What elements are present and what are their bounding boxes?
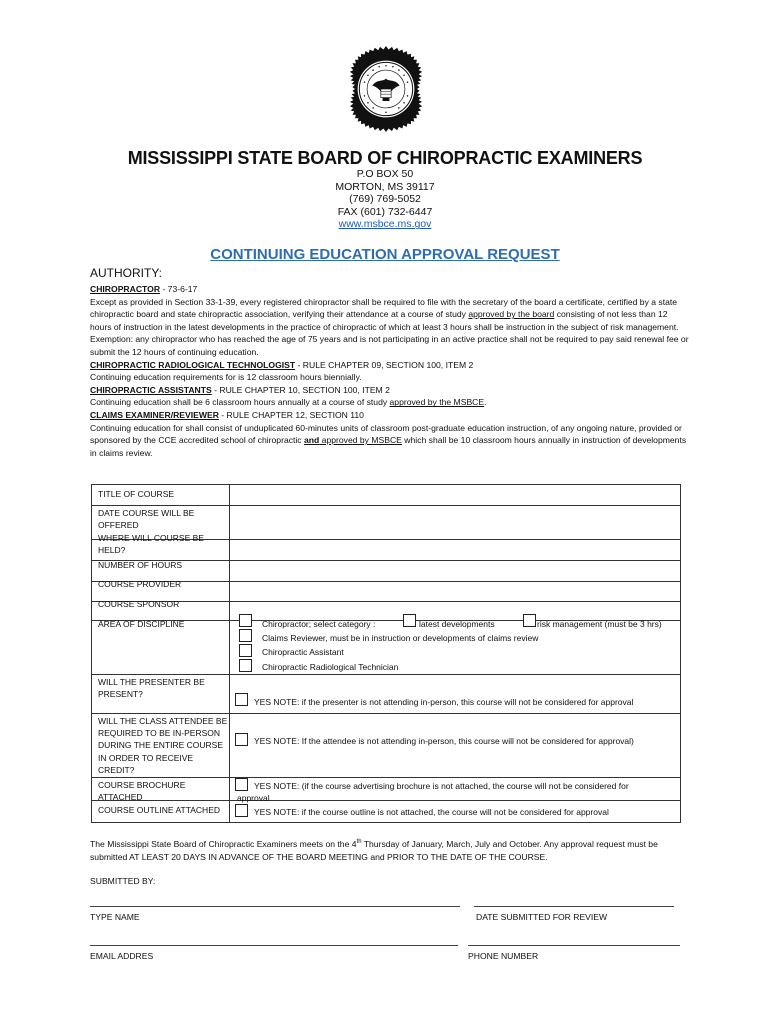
date-submitted-label: DATE SUBMITTED FOR REVIEW [476, 912, 608, 922]
number-of-hours-field[interactable] [231, 540, 679, 559]
date-offered-label: DATE COURSE WILL BE OFFERED [98, 508, 195, 531]
claims-reviewer-label: Claims Reviewer, must be in instruction or developments of claims review [262, 633, 539, 643]
course-provider-field[interactable] [231, 561, 679, 580]
chiropractor-line [90, 283, 690, 296]
board-title: MISSISSIPPI STATE BOARD OF CHIROPRACTIC EXAMINERS [127, 148, 643, 168]
risk-management-checkbox[interactable] [523, 614, 536, 627]
state-seal-icon [343, 46, 429, 132]
brochure-question-label: COURSE BROCHURE ATTACHED [98, 780, 186, 803]
website-link[interactable]: www.msbce.ms.gov [338, 218, 432, 231]
claims-text-and: and [304, 435, 320, 446]
meeting-note-part1: The Mississippi State Board of Chiropractic Examiners meets on the 4 [90, 838, 357, 849]
authority-text [90, 283, 690, 459]
meeting-note-sup: th [356, 839, 362, 845]
brochure-yes-checkbox[interactable] [235, 778, 248, 791]
claims-label: CLAIMS EXAMINER/REVIEWER [90, 409, 219, 420]
number-of-hours-label: NUMBER OF HOURS [98, 560, 183, 570]
assist-text-underlined: approved by the MSBCE [389, 397, 485, 408]
risk-management-label: risk management (must be 3 hrs) [537, 619, 662, 629]
course-sponsor-label: COURSE SPONSOR [98, 599, 180, 609]
phone-line[interactable] [468, 945, 680, 946]
radiological-technician-checkbox[interactable] [239, 659, 252, 672]
presenter-question-label: WILL THE PRESENTER BE PRESENT? [98, 677, 205, 700]
chiropractor-paragraph [90, 296, 690, 334]
course-provider-label: COURSE PROVIDER [98, 579, 182, 589]
date-where-field[interactable] [231, 506, 679, 538]
meeting-note [90, 836, 690, 864]
address-block [0, 168, 770, 231]
type-name-label: TYPE NAME [90, 912, 140, 922]
email-line[interactable] [90, 945, 458, 946]
latest-developments-checkbox[interactable] [403, 614, 416, 627]
chiro-text-underlined: approved by the board [468, 309, 555, 320]
assistants-ref: - RULE CHAPTER 10, SECTION 100, ITEM 2 [211, 384, 390, 395]
radtech-ref: - RULE CHAPTER 09, SECTION 100, ITEM 2 [295, 359, 474, 370]
phone-label: PHONE NUMBER [468, 951, 539, 961]
chiropractor-option-label: Chiropractor; select category : [262, 619, 376, 629]
claims-paragraph [90, 422, 690, 460]
claims-reviewer-checkbox[interactable] [239, 629, 252, 642]
course-sponsor-field[interactable] [231, 582, 679, 600]
assistants-paragraph [90, 396, 690, 409]
date-submitted-line[interactable] [474, 906, 674, 907]
exemption-paragraph: Exemption: any chiropractor who has reached the age of 75 years and is not participating in an active practice shall not be required to pay said renewal fee or submit the 12 hours of continuing education. [90, 334, 689, 357]
form-title: CONTINUING EDUCATION APPROVAL REQUEST [210, 246, 560, 263]
radtech-label: CHIROPRACTIC RADIOLOGICAL TECHNOLOGIST [90, 359, 296, 370]
claims-text-2: which shall be 10 classroom hours annually in instruction of developments in claims review. [90, 435, 687, 458]
title-of-course-label: TITLE OF COURSE [98, 489, 175, 499]
chiropractic-assistant-checkbox[interactable] [239, 644, 252, 657]
assistants-label: CHIROPRACTIC ASSISTANTS [90, 384, 212, 395]
submitted-by-label: SUBMITTED BY: [90, 876, 156, 886]
attendee-note: YES NOTE: If the attendee is not attending in-person, this course will not be considered for approval) [254, 736, 634, 746]
outline-question-label: COURSE OUTLINE ATTACHED [98, 805, 221, 815]
phone-number: (769) 769-5052 [349, 193, 421, 206]
attendee-yes-checkbox[interactable] [235, 733, 248, 746]
authority-heading: AUTHORITY: [90, 266, 163, 280]
chiropractor-checkbox[interactable] [239, 614, 252, 627]
claims-ref: - RULE CHAPTER 12, SECTION 110 [218, 409, 364, 420]
outline-note: YES NOTE: if the course outline is not attached, the course will not be considered for approval [254, 807, 609, 817]
where-held-label: WHERE WILL COURSE BE HELD? [98, 533, 204, 556]
brochure-note: YES NOTE: (if the course advertising brochure is not attached, the course will not be considered for [254, 781, 629, 791]
claims-line [90, 409, 690, 422]
brochure-note-continued: approval [237, 793, 270, 803]
presenter-note: YES NOTE: if the presenter is not attending in-person, this course will not be considered for approval [254, 697, 634, 707]
city-state-zip: MORTON, MS 39117 [335, 180, 435, 193]
latest-developments-label: latest developments [419, 619, 495, 629]
chiropractor-ref: - 73-6-17 [160, 284, 198, 294]
chiropractic-assistant-label: Chiropractic Assistant [262, 647, 344, 657]
radiological-technician-label: Chiropractic Radiological Technician [262, 662, 399, 672]
claims-text-1: Continuing education for shall consist of unduplicated 60-minutes units of classroom post-graduate education instruction, of any ongoing nature, provided or sponsored by the CCE accredited school of chiropractic [90, 422, 682, 446]
assistants-line [90, 384, 690, 397]
title-of-course-field[interactable] [231, 486, 679, 504]
email-label: EMAIL ADDRES [90, 951, 154, 961]
meeting-note-part2: Thursday of January, March, July and October. Any approval request must be submitted AT LEAST 20 DAYS IN ADVANCE OF THE BOARD MEETING and PRIOR TO THE DATE OF THE COURSE. [90, 838, 658, 862]
po-box: P.O BOX 50 [356, 168, 414, 180]
assist-text-2: . [484, 397, 487, 408]
course-info-table [91, 484, 681, 823]
attendee-question-label: WILL THE CLASS ATTENDEE BE REQUIRED TO BE IN-PERSON DURING THE ENTIRE COURSE IN ORDER TO RECEIVE CREDIT? [98, 716, 228, 775]
type-name-line[interactable] [90, 906, 460, 907]
chiro-text-1: Except as provided in Section 33-1-39, every registered chiropractor shall be required to file with the secretary of the board a certificate, certified by a state chiropractic board and state chiropractic association, verifying their attendance at a course of study [90, 296, 678, 320]
fax-number: FAX (601) 732-6447 [337, 205, 433, 218]
chiro-text-2: consisting of not less than 12 hours of instruction in the latest developments in the practice of chiropractic of which at least 3 hours shall be instruction in the subject of risk management. [90, 309, 679, 332]
presenter-yes-checkbox[interactable] [235, 693, 248, 706]
area-of-discipline-label: AREA OF DISCIPLINE [98, 619, 185, 629]
chiropractor-label: CHIROPRACTOR [90, 284, 161, 294]
claims-text-underlined: approved by MSBCE [319, 435, 402, 446]
radtech-line [90, 359, 690, 372]
outline-yes-checkbox[interactable] [235, 804, 248, 817]
assist-text-1: Continuing education shall be 6 classroom hours annually at a course of study [90, 397, 390, 408]
radtech-paragraph: Continuing education requirements for is 12 classroom hours biennially. [90, 372, 362, 383]
